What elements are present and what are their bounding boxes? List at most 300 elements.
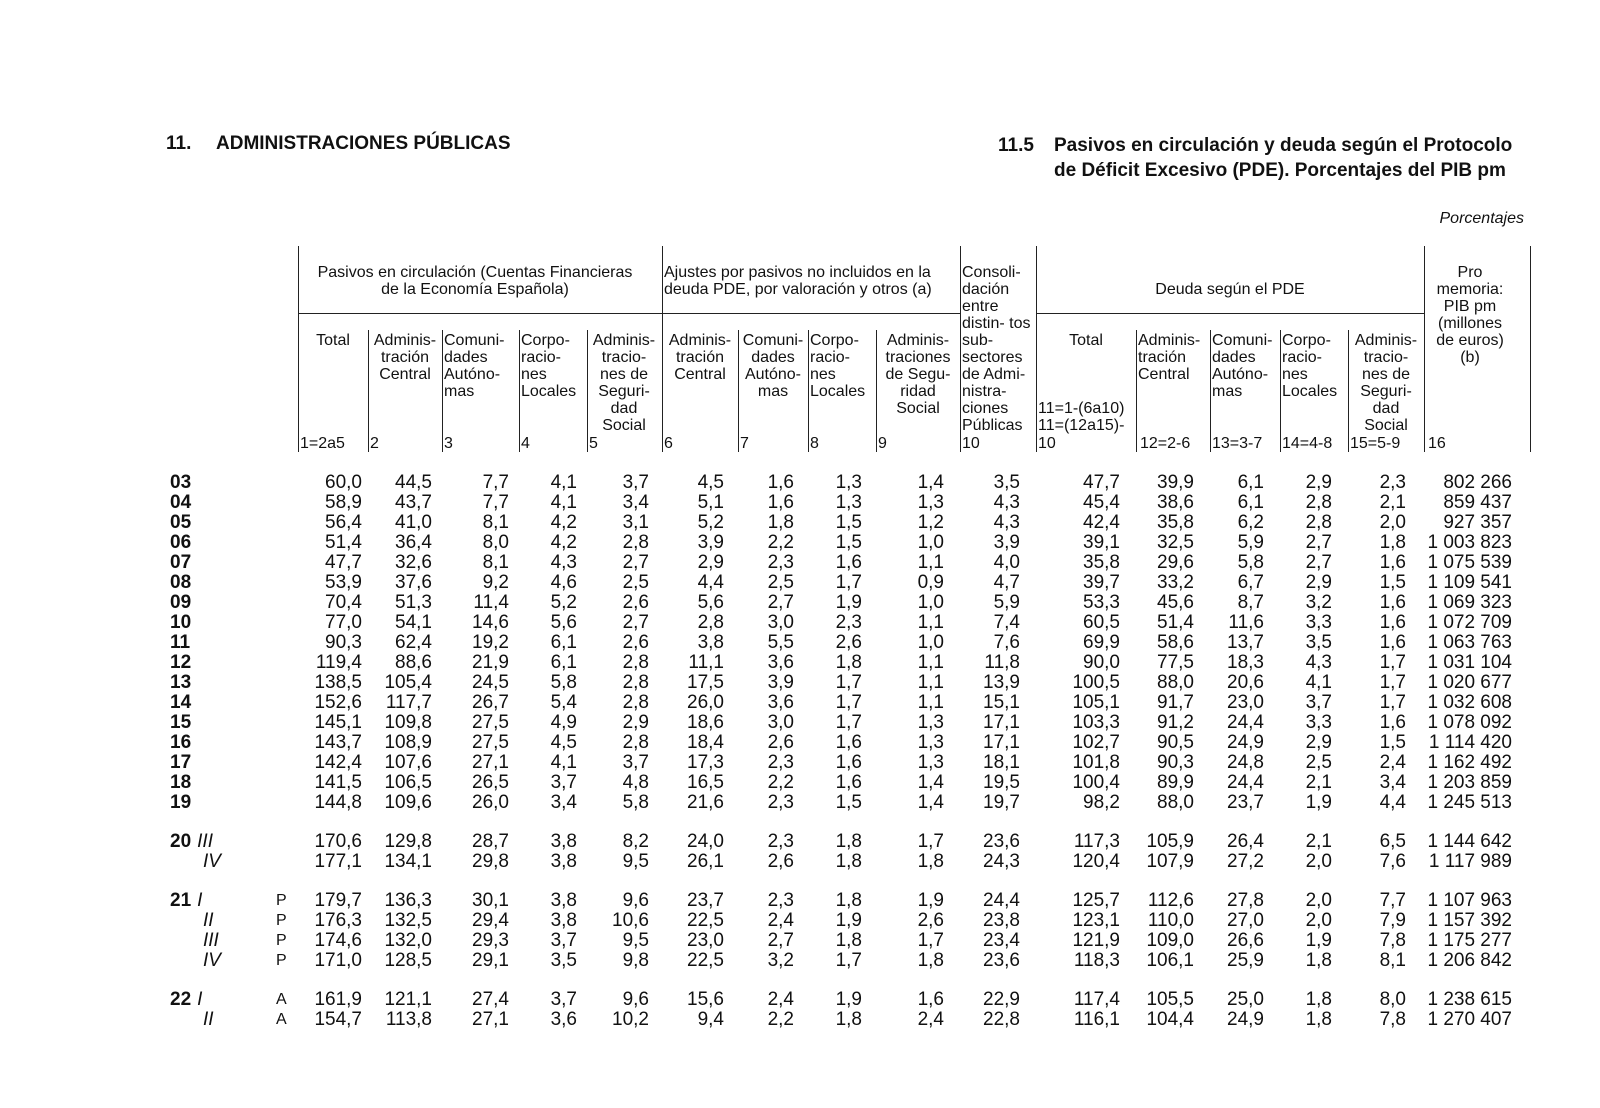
value-cell-col-4: 3,8 xyxy=(550,910,577,931)
value-cell-col-3: 29,8 xyxy=(472,851,509,872)
value-cell-col-14: 1,8 xyxy=(1305,950,1332,971)
value-cell-col-12: 109,0 xyxy=(1146,930,1194,951)
value-cell-col-1: 90,3 xyxy=(325,632,362,653)
value-cell-col-8: 1,9 xyxy=(835,910,862,931)
value-cell-col-16: 927 357 xyxy=(1443,512,1512,533)
value-cell-col-11: 42,4 xyxy=(1083,512,1120,533)
value-cell-col-10: 19,7 xyxy=(983,792,1020,813)
value-cell-col-2: 132,0 xyxy=(384,930,432,951)
header-divider xyxy=(876,330,877,452)
value-cell-col-4: 3,4 xyxy=(550,792,577,813)
value-cell-col-9: 2,4 xyxy=(917,1009,944,1030)
value-cell-col-6: 26,0 xyxy=(687,692,724,713)
value-cell-col-1: 154,7 xyxy=(314,1009,362,1030)
value-cell-col-6: 9,4 xyxy=(697,1009,724,1030)
value-cell-col-15: 1,6 xyxy=(1379,712,1406,733)
value-cell-col-3: 26,0 xyxy=(472,792,509,813)
value-cell-col-4: 3,5 xyxy=(550,950,577,971)
value-cell-col-14: 2,9 xyxy=(1305,572,1332,593)
col-number: 15=5-9 xyxy=(1350,435,1401,452)
value-cell-col-7: 2,5 xyxy=(767,572,794,593)
table-row xyxy=(170,951,1512,971)
value-cell-col-11: 118,3 xyxy=(1073,950,1120,971)
value-cell-col-10: 7,6 xyxy=(993,632,1020,653)
value-cell-col-5: 2,5 xyxy=(622,572,649,593)
value-cell-col-5: 2,8 xyxy=(622,692,649,713)
table-row xyxy=(170,832,1512,852)
value-cell-col-6: 3,8 xyxy=(697,632,724,653)
value-cell-col-6: 5,2 xyxy=(697,512,724,533)
provisional-flag xyxy=(276,753,302,773)
value-cell-col-1: 171,0 xyxy=(314,950,362,971)
value-cell-col-6: 26,1 xyxy=(687,851,724,872)
provisional-flag xyxy=(276,513,302,533)
value-cell-col-3: 8,1 xyxy=(482,552,509,573)
table-row xyxy=(170,473,1512,493)
year-label: 13 xyxy=(170,672,192,693)
period-cell xyxy=(170,553,276,573)
value-cell-col-4: 3,8 xyxy=(550,831,577,852)
value-cell-col-11: 100,4 xyxy=(1072,772,1120,793)
value-cell-col-13: 27,0 xyxy=(1227,910,1264,931)
row-spacer xyxy=(170,813,1512,832)
value-cell-col-9: 1,8 xyxy=(917,851,944,872)
value-cell-col-4: 6,1 xyxy=(550,632,577,653)
value-cell-col-12: 89,9 xyxy=(1157,772,1194,793)
header-divider xyxy=(808,330,809,452)
value-cell-col-11: 116,1 xyxy=(1073,1009,1120,1030)
value-cell-col-6: 17,3 xyxy=(687,752,724,773)
value-cell-col-5: 10,6 xyxy=(612,910,649,931)
col-number: 12=2-6 xyxy=(1140,435,1191,452)
value-cell-col-15: 8,0 xyxy=(1379,989,1406,1010)
value-cell-col-11: 98,2 xyxy=(1083,792,1120,813)
value-cell-col-4: 4,1 xyxy=(550,752,577,773)
value-cell-col-16: 1 157 392 xyxy=(1427,910,1512,931)
value-cell-col-16: 1 075 539 xyxy=(1427,552,1512,573)
table-row xyxy=(170,753,1512,773)
value-cell-col-7: 2,2 xyxy=(767,1009,794,1030)
value-cell-col-6: 18,6 xyxy=(687,712,724,733)
value-cell-col-7: 2,7 xyxy=(767,930,794,951)
value-cell-col-16: 1 238 615 xyxy=(1427,989,1512,1010)
value-cell-col-1: 142,4 xyxy=(314,752,362,773)
value-cell-col-12: 105,5 xyxy=(1146,989,1194,1010)
value-cell-col-5: 2,6 xyxy=(622,592,649,613)
value-cell-col-7: 1,6 xyxy=(767,472,794,493)
value-cell-col-2: 54,1 xyxy=(395,612,432,633)
value-cell-col-12: 90,3 xyxy=(1157,752,1194,773)
value-cell-col-8: 1,9 xyxy=(835,989,862,1010)
value-cell-col-11: 103,3 xyxy=(1072,712,1120,733)
value-cell-col-16: 1 206 842 xyxy=(1427,950,1512,971)
value-cell-col-15: 2,3 xyxy=(1379,472,1406,493)
value-cell-col-4: 4,2 xyxy=(550,512,577,533)
value-cell-col-11: 35,8 xyxy=(1083,552,1120,573)
col-number: 9 xyxy=(878,435,887,452)
provisional-flag xyxy=(276,852,302,872)
value-cell-col-2: 113,8 xyxy=(385,1009,432,1030)
value-cell-col-13: 8,7 xyxy=(1237,592,1264,613)
provisional-flag xyxy=(276,613,302,633)
value-cell-col-9: 1,7 xyxy=(917,930,944,951)
value-cell-col-7: 3,0 xyxy=(767,612,794,633)
value-cell-col-13: 24,9 xyxy=(1227,732,1264,753)
value-cell-col-4: 3,7 xyxy=(550,989,577,1010)
table-row xyxy=(170,673,1512,693)
table-number: 11.5 xyxy=(998,135,1034,156)
value-cell-col-9: 1,0 xyxy=(917,532,944,553)
value-cell-col-6: 17,5 xyxy=(687,672,724,693)
col-number: 16 xyxy=(1428,435,1446,452)
value-cell-col-2: 109,8 xyxy=(384,712,432,733)
value-cell-col-4: 6,1 xyxy=(550,652,577,673)
value-cell-col-10: 7,4 xyxy=(993,612,1020,633)
value-cell-col-13: 26,4 xyxy=(1227,831,1264,852)
provisional-flag xyxy=(276,633,302,653)
table-row xyxy=(170,553,1512,573)
value-cell-col-9: 1,1 xyxy=(917,692,944,713)
value-cell-col-10: 23,6 xyxy=(983,831,1020,852)
header-group-pasivos: Pasivos en circulación (Cuentas Financieras de la Economía Española) xyxy=(317,264,633,298)
value-cell-col-9: 1,6 xyxy=(917,989,944,1010)
value-cell-col-10: 4,0 xyxy=(993,552,1020,573)
value-cell-col-7: 3,0 xyxy=(767,712,794,733)
quarter-label: IV xyxy=(203,851,221,872)
value-cell-col-7: 2,4 xyxy=(767,910,794,931)
value-cell-col-8: 1,9 xyxy=(835,592,862,613)
value-cell-col-8: 1,3 xyxy=(835,472,862,493)
value-cell-col-14: 2,1 xyxy=(1305,772,1332,793)
period-cell xyxy=(170,713,276,733)
value-cell-col-2: 106,5 xyxy=(384,772,432,793)
value-cell-col-14: 3,5 xyxy=(1305,632,1332,653)
spacer-cell xyxy=(170,872,1512,891)
quarter-label: III xyxy=(197,831,213,852)
period-cell xyxy=(170,990,276,1010)
value-cell-col-8: 1,7 xyxy=(835,692,862,713)
value-cell-col-3: 27,5 xyxy=(472,732,509,753)
value-cell-col-3: 27,1 xyxy=(472,752,509,773)
value-cell-col-9: 1,4 xyxy=(917,772,944,793)
value-cell-col-8: 1,6 xyxy=(835,732,862,753)
provisional-flag xyxy=(276,673,302,693)
table-row xyxy=(170,931,1512,951)
value-cell-col-3: 11,4 xyxy=(473,592,509,613)
period-cell xyxy=(170,633,276,653)
value-cell-col-10: 18,1 xyxy=(983,752,1020,773)
header-divider xyxy=(1424,246,1425,452)
value-cell-col-3: 8,0 xyxy=(482,532,509,553)
value-cell-col-16: 1 031 104 xyxy=(1427,652,1512,673)
value-cell-col-1: 170,6 xyxy=(314,831,362,852)
value-cell-col-12: 29,6 xyxy=(1157,552,1194,573)
value-cell-col-15: 1,7 xyxy=(1379,652,1406,673)
value-cell-col-12: 107,9 xyxy=(1146,851,1194,872)
value-cell-col-14: 2,0 xyxy=(1305,910,1332,931)
header-divider xyxy=(368,330,369,452)
value-cell-col-8: 1,8 xyxy=(835,1009,862,1030)
value-cell-col-8: 2,6 xyxy=(835,632,862,653)
col-number: 5 xyxy=(589,435,598,452)
value-cell-col-8: 1,5 xyxy=(835,512,862,533)
value-cell-col-5: 2,8 xyxy=(622,672,649,693)
value-cell-col-7: 2,3 xyxy=(767,552,794,573)
value-cell-col-7: 2,2 xyxy=(767,772,794,793)
value-cell-col-1: 58,9 xyxy=(325,492,362,513)
value-cell-col-15: 2,0 xyxy=(1379,512,1406,533)
value-cell-col-14: 2,8 xyxy=(1305,512,1332,533)
year-label: 15 xyxy=(170,712,192,733)
value-cell-col-14: 3,3 xyxy=(1305,612,1332,633)
value-cell-col-4: 5,6 xyxy=(550,612,577,633)
value-cell-col-1: 60,0 xyxy=(325,472,362,493)
value-cell-col-5: 3,7 xyxy=(622,472,649,493)
value-cell-col-9: 1,9 xyxy=(917,890,944,911)
value-cell-col-5: 2,7 xyxy=(622,552,649,573)
value-cell-col-9: 1,1 xyxy=(917,552,944,573)
value-cell-col-4: 4,2 xyxy=(550,532,577,553)
header-divider xyxy=(960,246,961,452)
value-cell-col-6: 23,7 xyxy=(687,890,724,911)
value-cell-col-11: 123,1 xyxy=(1072,910,1120,931)
value-cell-col-1: 143,7 xyxy=(314,732,362,753)
value-cell-col-7: 2,3 xyxy=(767,792,794,813)
value-cell-col-1: 152,6 xyxy=(314,692,362,713)
value-cell-col-8: 1,8 xyxy=(835,652,862,673)
header-divider xyxy=(587,330,588,452)
value-cell-col-2: 32,6 xyxy=(395,552,432,573)
provisional-flag: P xyxy=(276,952,287,969)
value-cell-col-15: 7,8 xyxy=(1379,930,1406,951)
value-cell-col-9: 1,2 xyxy=(917,512,944,533)
value-cell-col-15: 7,8 xyxy=(1379,1009,1406,1030)
value-cell-col-1: 145,1 xyxy=(314,712,362,733)
value-cell-col-12: 88,0 xyxy=(1157,672,1194,693)
provisional-flag xyxy=(276,653,302,673)
value-cell-col-8: 2,3 xyxy=(835,612,862,633)
row-spacer xyxy=(170,971,1512,990)
value-cell-col-13: 6,1 xyxy=(1237,472,1264,493)
value-cell-col-10: 24,3 xyxy=(983,851,1020,872)
value-cell-col-13: 27,2 xyxy=(1227,851,1264,872)
value-cell-col-12: 38,6 xyxy=(1157,492,1194,513)
table-row xyxy=(170,733,1512,753)
value-cell-col-10: 4,3 xyxy=(993,512,1020,533)
value-cell-col-5: 3,7 xyxy=(622,752,649,773)
year-label: 08 xyxy=(170,572,192,593)
value-cell-col-6: 18,4 xyxy=(687,732,724,753)
provisional-flag xyxy=(276,473,302,493)
value-cell-col-6: 3,9 xyxy=(697,532,724,553)
year-label: 18 xyxy=(170,772,192,793)
value-cell-col-2: 117,7 xyxy=(385,692,432,713)
value-cell-col-5: 2,6 xyxy=(622,632,649,653)
table-row xyxy=(170,593,1512,613)
value-cell-col-12: 88,0 xyxy=(1157,792,1194,813)
value-cell-col-14: 1,9 xyxy=(1305,930,1332,951)
col-number: 6 xyxy=(664,435,673,452)
period-cell xyxy=(170,733,276,753)
table-row xyxy=(170,513,1512,533)
provisional-flag xyxy=(276,553,302,573)
col-number: 13=3-7 xyxy=(1212,435,1263,452)
value-cell-col-8: 1,5 xyxy=(835,532,862,553)
year-label: 16 xyxy=(170,732,192,753)
period-cell xyxy=(170,493,276,513)
period-cell xyxy=(170,473,276,493)
value-cell-col-4: 3,6 xyxy=(550,1009,577,1030)
value-cell-col-5: 3,4 xyxy=(622,492,649,513)
value-cell-col-2: 121,1 xyxy=(384,989,432,1010)
value-cell-col-16: 1 069 323 xyxy=(1427,592,1512,613)
value-cell-col-13: 18,3 xyxy=(1227,652,1264,673)
value-cell-col-2: 105,4 xyxy=(384,672,432,693)
value-cell-col-1: 161,9 xyxy=(314,989,362,1010)
value-cell-col-7: 3,2 xyxy=(767,950,794,971)
value-cell-col-13: 25,9 xyxy=(1227,950,1264,971)
value-cell-col-5: 2,8 xyxy=(622,532,649,553)
value-cell-col-6: 2,8 xyxy=(697,612,724,633)
provisional-flag: P xyxy=(276,912,287,929)
value-cell-col-1: 179,7 xyxy=(314,890,362,911)
table-row xyxy=(170,693,1512,713)
value-cell-col-9: 2,6 xyxy=(917,910,944,931)
provisional-flag: P xyxy=(276,892,287,909)
table-row xyxy=(170,1010,1512,1030)
value-cell-col-5: 2,9 xyxy=(622,712,649,733)
value-cell-col-16: 1 109 541 xyxy=(1427,572,1512,593)
value-cell-col-3: 30,1 xyxy=(472,890,509,911)
year-label: 19 xyxy=(170,792,192,813)
value-cell-col-5: 9,5 xyxy=(622,851,649,872)
value-cell-col-15: 1,7 xyxy=(1379,672,1406,693)
value-cell-col-16: 1 245 513 xyxy=(1427,792,1512,813)
value-cell-col-6: 4,5 xyxy=(697,472,724,493)
value-cell-col-1: 70,4 xyxy=(325,592,362,613)
value-cell-col-4: 3,8 xyxy=(550,890,577,911)
value-cell-col-2: 107,6 xyxy=(384,752,432,773)
spacer-cell xyxy=(170,971,1512,990)
value-cell-col-7: 2,2 xyxy=(767,532,794,553)
value-cell-col-12: 105,9 xyxy=(1146,831,1194,852)
year-label: 12 xyxy=(170,652,192,673)
value-cell-col-9: 1,1 xyxy=(917,672,944,693)
period-cell xyxy=(170,753,276,773)
value-cell-col-16: 1 032 608 xyxy=(1427,692,1512,713)
value-cell-col-1: 177,1 xyxy=(314,851,362,872)
value-cell-col-13: 11,6 xyxy=(1228,612,1264,633)
header-col-3: Comuni- dades Autóno- mas xyxy=(444,332,505,400)
value-cell-col-15: 7,6 xyxy=(1379,851,1406,872)
table-title xyxy=(998,133,1512,183)
header-col-15: Adminis- tracio- nes de Seguri- dad Social xyxy=(1354,332,1418,434)
value-cell-col-5: 4,8 xyxy=(622,772,649,793)
value-cell-col-11: 101,8 xyxy=(1072,752,1120,773)
value-cell-col-14: 3,2 xyxy=(1305,592,1332,613)
value-cell-col-11: 90,0 xyxy=(1083,652,1120,673)
header-divider xyxy=(442,330,443,452)
value-cell-col-1: 174,6 xyxy=(314,930,362,951)
value-cell-col-6: 22,5 xyxy=(687,910,724,931)
value-cell-col-11: 47,7 xyxy=(1083,472,1120,493)
table-row xyxy=(170,653,1512,673)
value-cell-col-10: 3,9 xyxy=(993,532,1020,553)
value-cell-col-16: 1 063 763 xyxy=(1427,632,1512,653)
units-label: Porcentajes xyxy=(1439,210,1524,227)
value-cell-col-4: 5,2 xyxy=(550,592,577,613)
provisional-flag xyxy=(276,533,302,553)
value-cell-col-2: 51,3 xyxy=(395,592,432,613)
value-cell-col-11: 121,9 xyxy=(1072,930,1120,951)
value-cell-col-8: 1,6 xyxy=(835,772,862,793)
spacer-cell xyxy=(170,813,1512,832)
value-cell-col-14: 3,7 xyxy=(1305,692,1332,713)
value-cell-col-6: 2,9 xyxy=(697,552,724,573)
value-cell-col-15: 1,6 xyxy=(1379,612,1406,633)
value-cell-col-10: 17,1 xyxy=(983,712,1020,733)
value-cell-col-8: 1,5 xyxy=(835,792,862,813)
value-cell-col-15: 3,4 xyxy=(1379,772,1406,793)
value-cell-col-10: 5,9 xyxy=(993,592,1020,613)
value-cell-col-13: 6,7 xyxy=(1237,572,1264,593)
col-number: 7 xyxy=(740,435,749,452)
value-cell-col-2: 43,7 xyxy=(395,492,432,513)
value-cell-col-15: 1,7 xyxy=(1379,692,1406,713)
period-cell xyxy=(170,852,276,872)
value-cell-col-5: 9,6 xyxy=(622,989,649,1010)
year-label: 04 xyxy=(170,492,192,513)
header-group-deuda: Deuda según el PDE xyxy=(1155,281,1305,298)
header-divider xyxy=(1036,246,1037,452)
value-cell-col-5: 9,6 xyxy=(622,890,649,911)
value-cell-col-2: 129,8 xyxy=(384,831,432,852)
period-cell xyxy=(170,773,276,793)
period-cell xyxy=(170,513,276,533)
data-table xyxy=(170,473,1512,1030)
quarter-label: II xyxy=(203,1009,214,1030)
value-cell-col-4: 4,1 xyxy=(550,472,577,493)
value-cell-col-13: 24,4 xyxy=(1227,772,1264,793)
year-label: 06 xyxy=(170,532,192,553)
value-cell-col-7: 1,8 xyxy=(767,512,794,533)
value-cell-col-10: 23,6 xyxy=(983,950,1020,971)
provisional-flag: A xyxy=(276,991,287,1008)
value-cell-col-16: 1 078 092 xyxy=(1427,712,1512,733)
value-cell-col-8: 1,3 xyxy=(835,492,862,513)
value-cell-col-7: 2,4 xyxy=(767,989,794,1010)
value-cell-col-7: 3,6 xyxy=(767,652,794,673)
value-cell-col-14: 2,7 xyxy=(1305,532,1332,553)
value-cell-col-16: 1 162 492 xyxy=(1427,752,1512,773)
value-cell-col-13: 6,2 xyxy=(1237,512,1264,533)
value-cell-col-16: 1 203 859 xyxy=(1427,772,1512,793)
quarter-label: III xyxy=(203,930,219,951)
quarter-label: II xyxy=(203,910,214,931)
value-cell-col-10: 22,8 xyxy=(983,1009,1020,1030)
value-cell-col-14: 2,5 xyxy=(1305,752,1332,773)
value-cell-col-6: 16,5 xyxy=(687,772,724,793)
value-cell-col-10: 23,4 xyxy=(983,930,1020,951)
period-cell xyxy=(170,832,276,852)
value-cell-col-7: 2,3 xyxy=(767,831,794,852)
value-cell-col-9: 1,4 xyxy=(917,472,944,493)
value-cell-col-12: 58,6 xyxy=(1157,632,1194,653)
value-cell-col-9: 1,1 xyxy=(917,612,944,633)
value-cell-col-4: 3,8 xyxy=(550,851,577,872)
table-row xyxy=(170,573,1512,593)
value-cell-col-9: 1,0 xyxy=(917,592,944,613)
